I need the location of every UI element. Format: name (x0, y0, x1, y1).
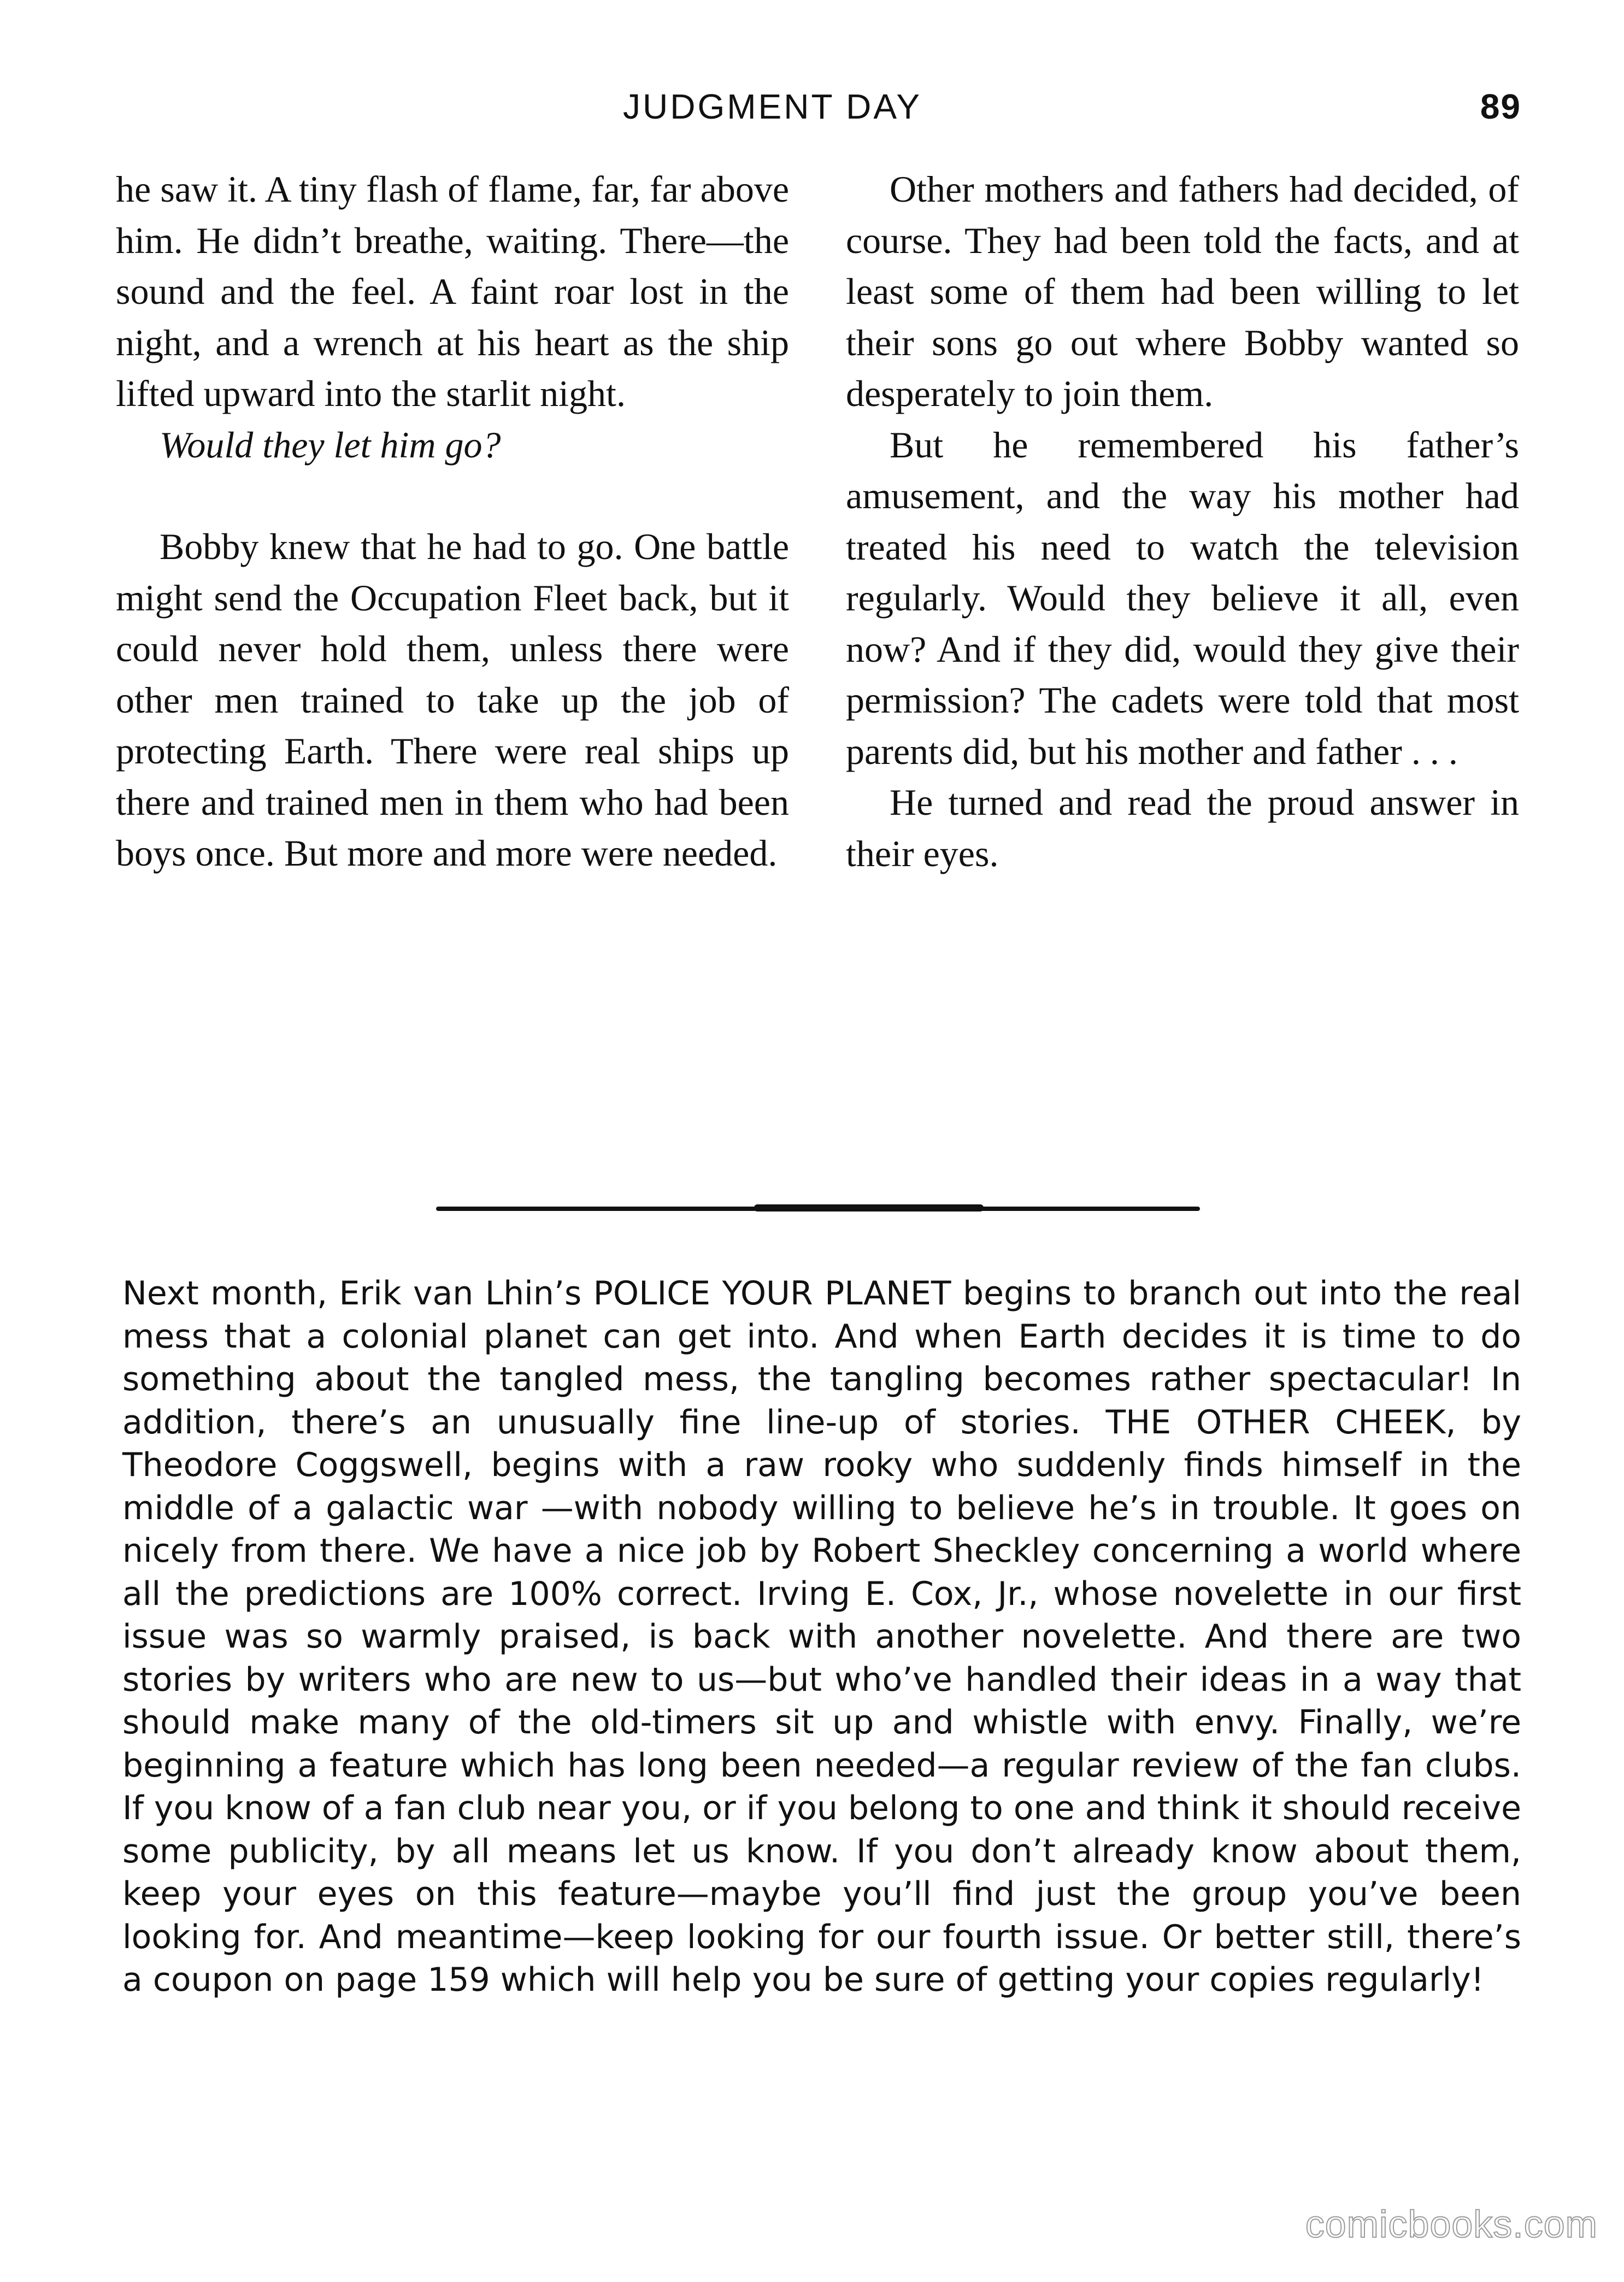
story-paragraph: Other mothers and fathers had decided, of course. They had been told the facts, and at least some of them had been willing to let their sons go out where Bobby wanted so desperately to join them. (846, 168, 1519, 414)
running-header (0, 86, 1624, 136)
story-column-right (846, 164, 1519, 879)
watermark-text: comicbooks.com (1305, 2203, 1598, 2245)
next-month-notice (122, 1272, 1521, 2002)
story-paragraph: Bobby knew that he had to go. One battle might send the Occupation Fleet back, but it could never hold them, unless there were other men trained to take up the job of protecting Earth. There were real ships up there and trained men in them who had been boys once. But more and more were needed. (116, 526, 789, 874)
story-paragraph-italic: Would they let him go? (160, 424, 501, 466)
story-paragraph: But he remembered his father’s amusement, and the way his mother had treated his need to watch the television regularly. Would they believe it all, even now? And if they did, would they give their permission? The cadets were told that most parents did, but his mother and father . . . (846, 424, 1519, 772)
story-paragraph: He turned and read the proud answer in their eyes. (846, 781, 1519, 874)
page-number: 89 (1480, 87, 1521, 126)
story-paragraph: he saw it. A tiny flash of flame, far, far above him. He didn’t breathe, waiting. There—the sound and the feel. A faint roar lost in the night, and a wrench at his heart as the ship lifted upward into the starlit night. (116, 168, 789, 414)
running-title: JUDGMENT DAY (623, 87, 922, 126)
notice-paragraph: Next month, Erik van Lhin’s POLICE YOUR PLANET begins to branch out into the real mess that a colonial planet can get into. And when Earth decides it is time to do something about the tangled mess, the tangling becomes rather spectacular! In addition, there’s an unusually fine line-up of stories. THE OTHER CHEEK, by Theodore Coggswell, begins with a raw rooky who suddenly finds himself in the middle of a galactic war —with nobody willing to believe he’s in trouble. It goes on nicely from there. We have a nice job by Robert Sheckley concerning a world where all the predictions are 100% correct. Irving E. Cox, Jr., whose novelette in our first issue was so warmly praised, is back with another novelette. And there are two stories by writers who are new to us—but who’ve handled their ideas in a way that should make many of the old-timers sit up and whistle with envy. Finally, we’re beginning a feature which has long been needed—a regular review of the fan clubs. If you know of a fan club near you, or if you belong to one and think it should receive some publicity, by all means let us know. If you don’t already know about them, keep your eyes on this feature—maybe you’ll find just the group you’ve been looking for. And meantime—keep looking for our fourth issue. Or better still, there’s a coupon on page 159 which will help you be sure of getting your copies regularly! (122, 1274, 1521, 1999)
story-column-left (116, 164, 789, 879)
section-divider-accent (754, 1204, 984, 1211)
